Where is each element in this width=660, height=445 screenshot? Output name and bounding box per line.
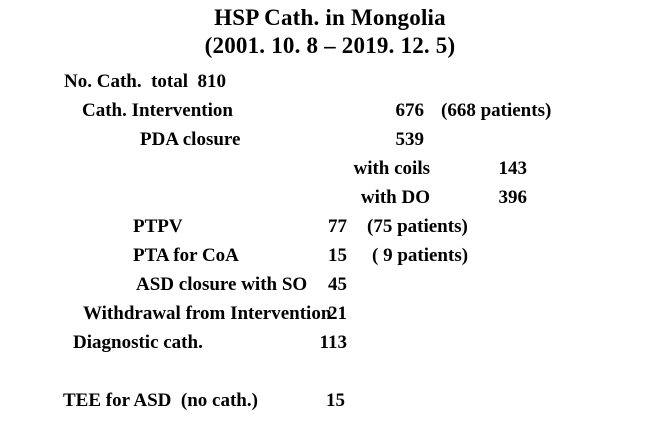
row-label: PTA for CoA (133, 245, 239, 266)
row-value: 77 (328, 216, 347, 237)
row-ptpv (0, 212, 660, 241)
row-withdrawal (0, 299, 660, 328)
row-label: PTPV (133, 216, 183, 237)
row-value: 45 (328, 274, 347, 295)
row-value: 396 (498, 187, 527, 208)
row-value: 15 (326, 390, 345, 411)
row-value: 143 (498, 158, 527, 179)
row-label: TEE for ASD (no cath.) (63, 390, 258, 411)
row-pda-with-coils (0, 154, 660, 183)
row-asd-closure (0, 270, 660, 299)
row-label: No. Cath. total 810 (64, 71, 227, 92)
row-value: 21 (328, 303, 347, 324)
row-pda-with-do (0, 183, 660, 212)
row-diagnostic-cath (0, 328, 660, 357)
row-label: with DO (360, 187, 430, 208)
row-total-cath (0, 67, 660, 96)
row-cath-intervention (0, 96, 660, 125)
row-value: 676 (395, 100, 424, 121)
row-pda-closure (0, 125, 660, 154)
row-label: Diagnostic cath. (73, 332, 203, 353)
row-note: (668 patients) (441, 100, 552, 121)
date-range: (2001. 10. 8 – 2019. 12. 5) (204, 33, 456, 58)
row-label: Withdrawal from Intervention (83, 303, 332, 324)
page-title: HSP Cath. in Mongolia (214, 5, 446, 30)
row-label: ASD closure with SO (136, 274, 308, 295)
row-label: PDA closure (140, 129, 241, 150)
title-block (0, 4, 660, 60)
row-value: 15 (328, 245, 347, 266)
row-label: Cath. Intervention (82, 100, 233, 121)
row-pta-for-coa (0, 241, 660, 270)
row-label: with coils (353, 158, 430, 179)
row-tee-for-asd (0, 386, 660, 415)
row-value: 113 (319, 332, 347, 353)
row-note: ( 9 patients) (372, 245, 469, 266)
row-note: (75 patients) (367, 216, 468, 237)
row-value: 539 (395, 129, 424, 150)
